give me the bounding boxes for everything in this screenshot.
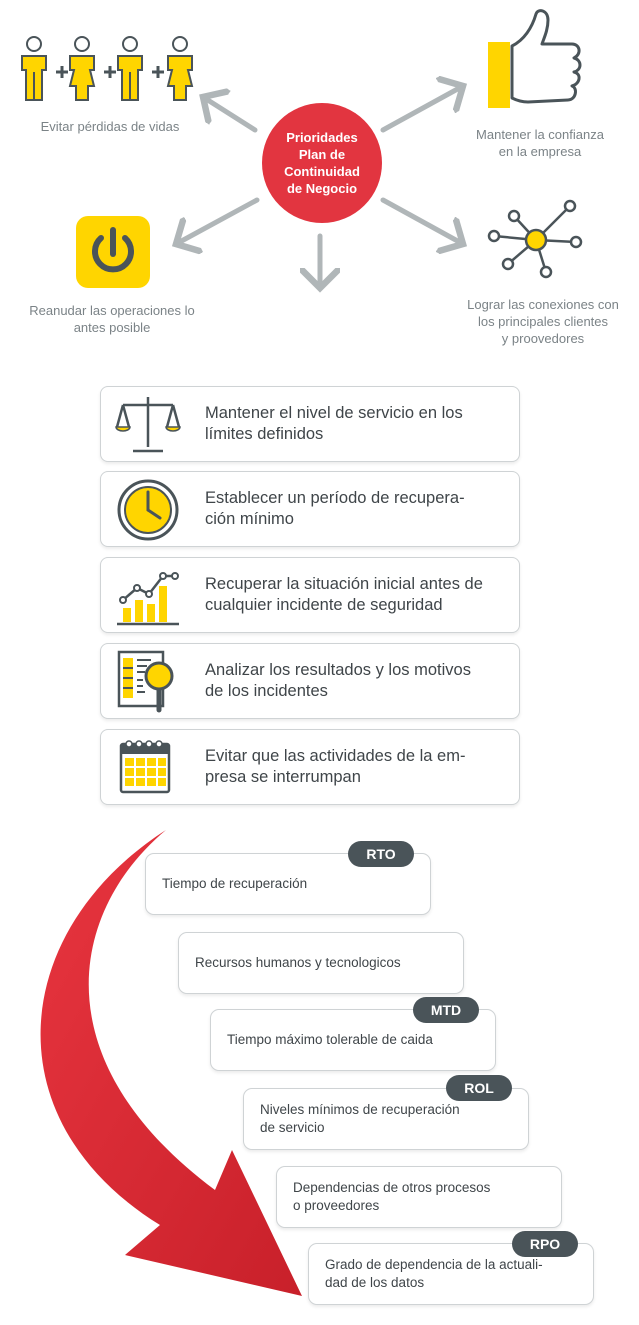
arrow-to-vidas <box>203 97 255 130</box>
analysis-magnifier-icon <box>115 650 181 714</box>
arrow-to-confianza <box>383 86 463 130</box>
network-icon <box>484 198 588 282</box>
step-text: Grado de dependencia de la actuali- dad de los datos <box>325 1257 543 1290</box>
step-badge: MTD <box>413 997 479 1023</box>
scale-icon <box>115 393 181 457</box>
power-icon <box>76 216 150 288</box>
arrow-to-conexiones <box>383 200 463 244</box>
step-badge: RPO <box>512 1231 578 1257</box>
priority-text: Evitar que las actividades de la em- presa se interrumpan <box>205 747 466 786</box>
growth-chart-icon <box>115 564 181 628</box>
priority-card <box>100 471 520 547</box>
step-badge: RTO <box>348 841 414 867</box>
priority-card <box>100 557 520 633</box>
people-icon <box>18 34 198 106</box>
step-text: Dependencias de otros procesos o proveedores <box>293 1180 491 1213</box>
spoke-label-confianza: Mantener la confianza en la empresa <box>476 127 604 159</box>
step-badge: ROL <box>446 1075 512 1101</box>
priority-card <box>100 386 520 462</box>
thumbs-up-icon <box>488 8 584 112</box>
clock-icon <box>115 478 181 542</box>
step-text: Tiempo de recuperación <box>162 876 308 891</box>
step-card <box>178 932 464 994</box>
priority-text: Establecer un período de recupera- ción mínimo <box>205 489 465 528</box>
step-text: Niveles mínimos de recuperación de servicio <box>260 1102 460 1135</box>
spoke-label-conexiones: Lograr las conexiones con los principales clientes y proovedores <box>467 297 619 346</box>
priority-text: Recuperar la situación inicial antes de cualquier incidente de seguridad <box>205 575 483 614</box>
priority-card <box>100 729 520 805</box>
priority-card <box>100 643 520 719</box>
step-text: Recursos humanos y tecnologicos <box>195 955 401 970</box>
arrow-to-reanudar <box>176 200 257 244</box>
step-card <box>276 1166 562 1228</box>
step-text: Tiempo máximo tolerable de caida <box>227 1032 433 1047</box>
hub-center: Prioridades Plan de Continuidad de Negocio <box>262 103 382 223</box>
spoke-label-reanudar: Reanudar las operaciones lo antes posible <box>29 303 195 335</box>
calendar-icon <box>115 736 181 800</box>
priority-text: Analizar los resultados y los motivos de los incidentes <box>205 661 471 700</box>
priority-text: Mantener el nivel de servicio en los límites definidos <box>205 404 463 443</box>
spoke-label-vidas: Evitar pérdidas de vidas <box>40 119 180 134</box>
